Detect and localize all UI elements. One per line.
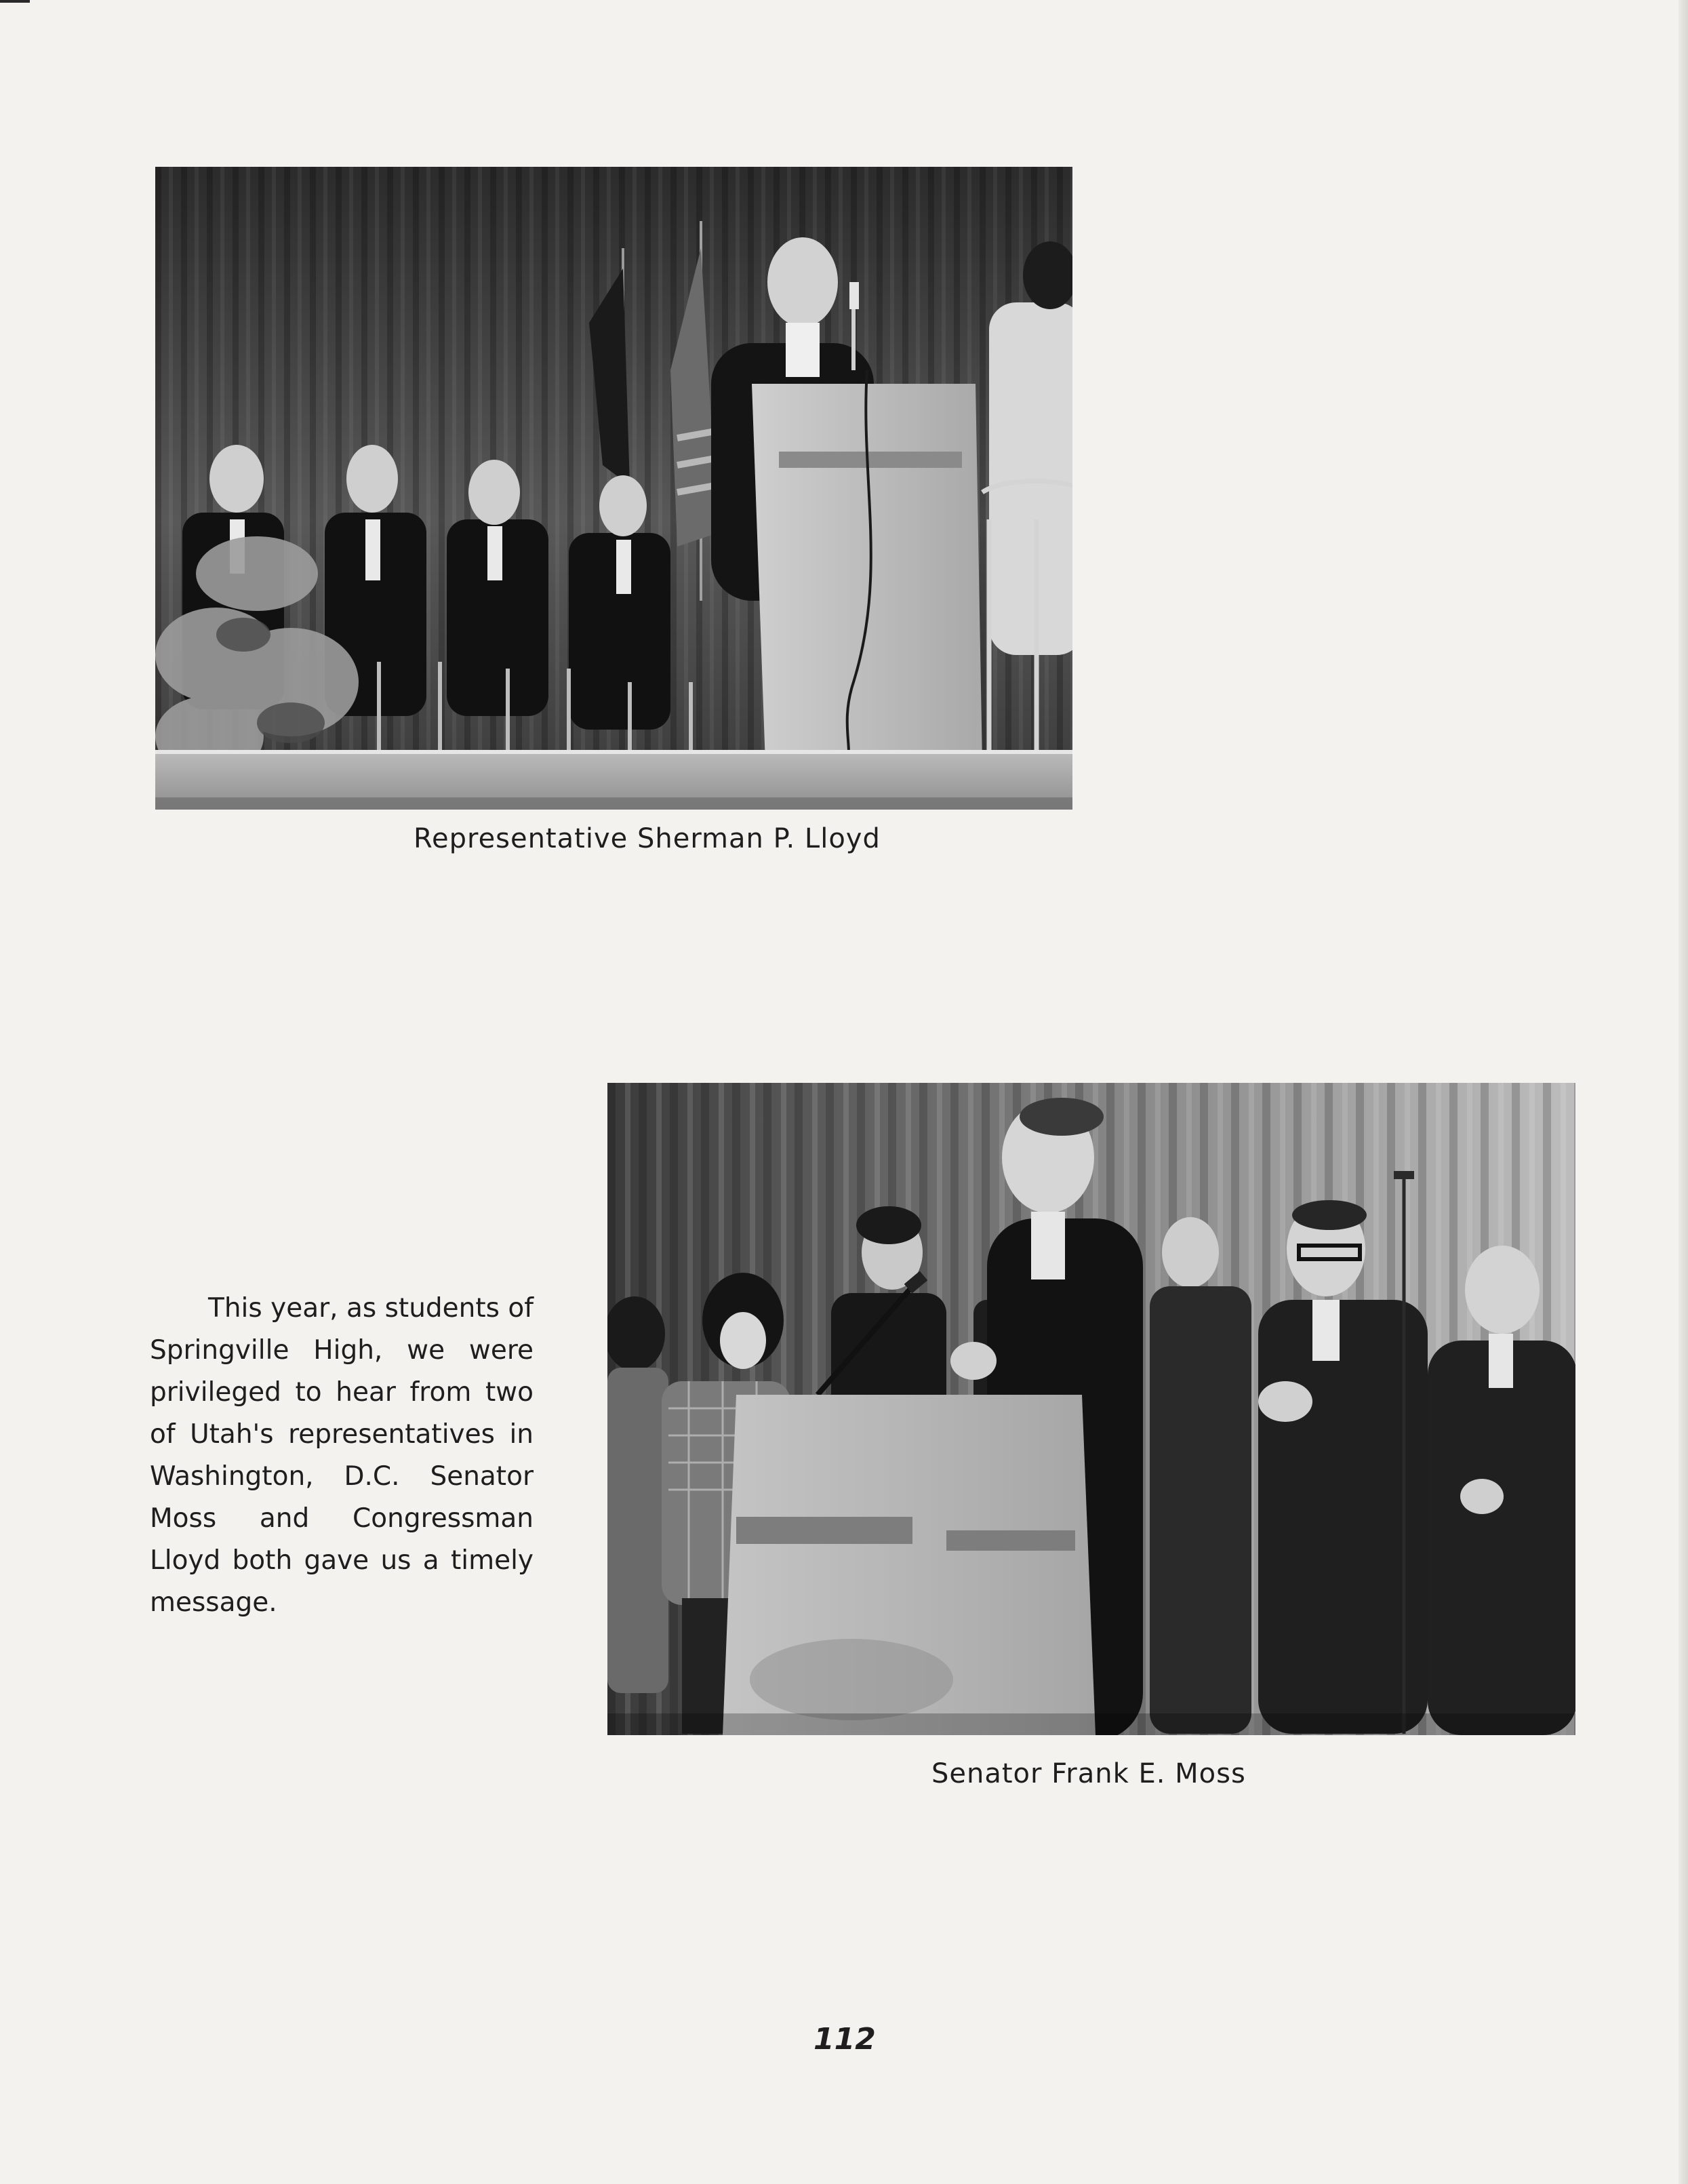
photo-caption-moss: Senator Frank E. Moss xyxy=(931,1758,1246,1789)
photo-senator-moss xyxy=(607,1083,1575,1735)
photo-representative-lloyd xyxy=(155,167,1072,810)
photo-lloyd-image xyxy=(155,167,1072,810)
body-paragraph: This year, as students of Springville High, we were privileged to hear from two of Utah's representatives in Washington, D.C. Senator Moss and Congressman Lloyd both gave us a timely message. xyxy=(150,1293,534,1618)
photo-moss-image xyxy=(607,1083,1575,1735)
scan-corner-mark xyxy=(0,0,30,3)
page-number: 112 xyxy=(813,2022,876,2057)
page-edge-shadow xyxy=(1679,0,1688,2184)
photo-caption-lloyd: Representative Sherman P. Lloyd xyxy=(414,823,881,854)
